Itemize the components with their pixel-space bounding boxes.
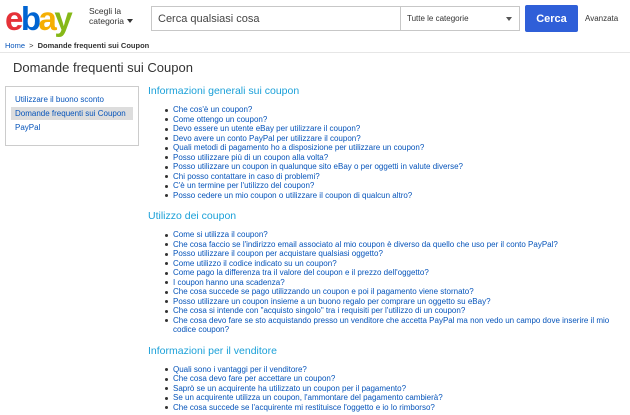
- faq-link[interactable]: I coupon hanno una scadenza?: [173, 277, 285, 287]
- faq-list-usage: [164, 230, 626, 335]
- breadcrumb-home-link[interactable]: Home: [5, 41, 26, 50]
- faq-item: [164, 124, 626, 134]
- faq-link[interactable]: Chi posso contattare in caso di problemi?: [173, 171, 320, 181]
- faq-link[interactable]: Come ottengo un coupon?: [173, 114, 268, 124]
- faq-link[interactable]: Quali metodi di pagamento ho a disposizione per utilizzare un coupon?: [173, 143, 425, 152]
- shop-by-line2: categoria: [89, 16, 124, 26]
- faq-link[interactable]: Posso utilizzare più di un coupon alla volta?: [173, 152, 329, 162]
- faq-item: [164, 306, 626, 316]
- faq-link[interactable]: Che cosa succede se l'acquirente mi restituisce l'oggetto e io lo rimborso?: [173, 402, 435, 412]
- faq-item: [164, 393, 626, 403]
- faq-link[interactable]: Che cosa faccio se l'indirizzo email associato al mio coupon è diverso da quello che uso per il conto PayPal?: [173, 239, 558, 249]
- faq-link[interactable]: Posso cedere un mio coupon o utilizzare il coupon di qualcun altro?: [173, 190, 413, 200]
- section-title-usage: Utilizzo dei coupon: [148, 210, 237, 222]
- faq-item: [164, 316, 626, 335]
- header-divider: [0, 52, 630, 53]
- logo-letter-b: b: [20, 0, 39, 37]
- faq-item: [164, 240, 626, 250]
- faq-item: [164, 297, 626, 307]
- site-header: [0, 0, 630, 40]
- faq-item: [164, 278, 626, 288]
- faq-item: [164, 115, 626, 125]
- sidebar-item-buono-sconto[interactable]: Utilizzare il buono sconto: [15, 95, 104, 104]
- search-button[interactable]: Cerca: [525, 5, 578, 32]
- search-input[interactable]: [151, 6, 401, 31]
- faq-content: [148, 84, 626, 415]
- faq-link[interactable]: Posso utilizzare il coupon per acquistare qualsiasi oggetto?: [173, 249, 383, 258]
- breadcrumb-separator: >: [29, 41, 34, 50]
- faq-item: [164, 191, 626, 201]
- category-select[interactable]: [400, 6, 520, 31]
- faq-link[interactable]: Che cosa succede se pago utilizzando un coupon e poi il pagamento viene stornato?: [173, 287, 474, 296]
- faq-link[interactable]: Posso utilizzare un coupon insieme a un buono regalo per comprare un oggetto su eBay?: [173, 296, 491, 306]
- faq-item: [164, 287, 626, 297]
- breadcrumb-current: Domande frequenti sui Coupon: [37, 41, 150, 50]
- faq-link[interactable]: Devo avere un conto PayPal per utilizzare il coupon?: [173, 133, 361, 143]
- faq-item: [164, 172, 626, 182]
- faq-item: [164, 384, 626, 394]
- faq-link[interactable]: Come utilizzo il codice indicato su un coupon?: [173, 258, 337, 268]
- faq-item: [164, 259, 626, 269]
- breadcrumb: [5, 41, 149, 50]
- faq-item: [164, 105, 626, 115]
- faq-item: [164, 230, 626, 240]
- faq-item: [164, 143, 626, 153]
- chevron-down-icon: [506, 17, 512, 21]
- faq-link[interactable]: Che cosa si intende con "acquisto singolo" tra i requisiti per l'utilizzo di un coupon?: [173, 306, 466, 315]
- faq-list-seller: [164, 365, 626, 413]
- sidebar-item-faq-coupon[interactable]: Domande frequenti sui Coupon: [11, 107, 133, 120]
- category-select-value: Tutte le categorie: [407, 14, 469, 23]
- advanced-search-link[interactable]: Avanzata: [585, 14, 619, 23]
- faq-item: [164, 268, 626, 278]
- shop-by-category-button[interactable]: [89, 6, 133, 26]
- faq-item: [164, 153, 626, 163]
- faq-link[interactable]: Che cos'è un coupon?: [173, 105, 253, 114]
- ebay-logo[interactable]: [5, 2, 83, 36]
- faq-item: [164, 181, 626, 191]
- faq-link[interactable]: Posso utilizzare un coupon in qualunque sito eBay o per oggetti in valute diverse?: [173, 162, 463, 171]
- chevron-down-icon: [127, 19, 133, 23]
- section-title-seller: Informazioni per il venditore: [148, 344, 277, 357]
- faq-link[interactable]: Che cosa devo fare se sto acquistando presso un venditore che accetta PayPal ma non vedo un campo dove inserire il mio codice coupon?: [173, 315, 610, 334]
- faq-link[interactable]: Saprò se un acquirente ha utilizzato un coupon per il pagamento?: [173, 383, 407, 393]
- faq-link[interactable]: Quali sono i vantaggi per il venditore?: [173, 364, 307, 374]
- faq-link[interactable]: Come pago la differenza tra il valore del coupon e il prezzo dell'oggetto?: [173, 268, 429, 277]
- faq-item: [164, 403, 626, 413]
- faq-link[interactable]: Che cosa devo fare per accettare un coupon?: [173, 374, 336, 383]
- sidebar-item-paypal[interactable]: PayPal: [15, 123, 41, 132]
- page-title: Domande frequenti sui Coupon: [13, 60, 193, 75]
- logo-letter-a: a: [38, 0, 55, 37]
- faq-link[interactable]: Come si utilizza il coupon?: [173, 230, 268, 239]
- logo-letter-e: e: [5, 0, 21, 37]
- faq-link[interactable]: Se un acquirente utilizza un coupon, l'ammontare del pagamento cambierà?: [173, 393, 443, 402]
- logo-letter-y: y: [54, 0, 71, 37]
- faq-item: [164, 374, 626, 384]
- faq-list-general: [164, 105, 626, 200]
- faq-item: [164, 162, 626, 172]
- sidebar-nav: [5, 86, 139, 146]
- faq-link[interactable]: Devo essere un utente eBay per utilizzare il coupon?: [173, 124, 361, 133]
- faq-item: [164, 365, 626, 375]
- shop-by-line1: Scegli la: [89, 6, 122, 16]
- faq-link[interactable]: C'è un termine per l'utilizzo del coupon?: [173, 181, 315, 190]
- faq-item: [164, 134, 626, 144]
- section-title-general: Informazioni generali sui coupon: [148, 85, 300, 97]
- faq-item: [164, 249, 626, 259]
